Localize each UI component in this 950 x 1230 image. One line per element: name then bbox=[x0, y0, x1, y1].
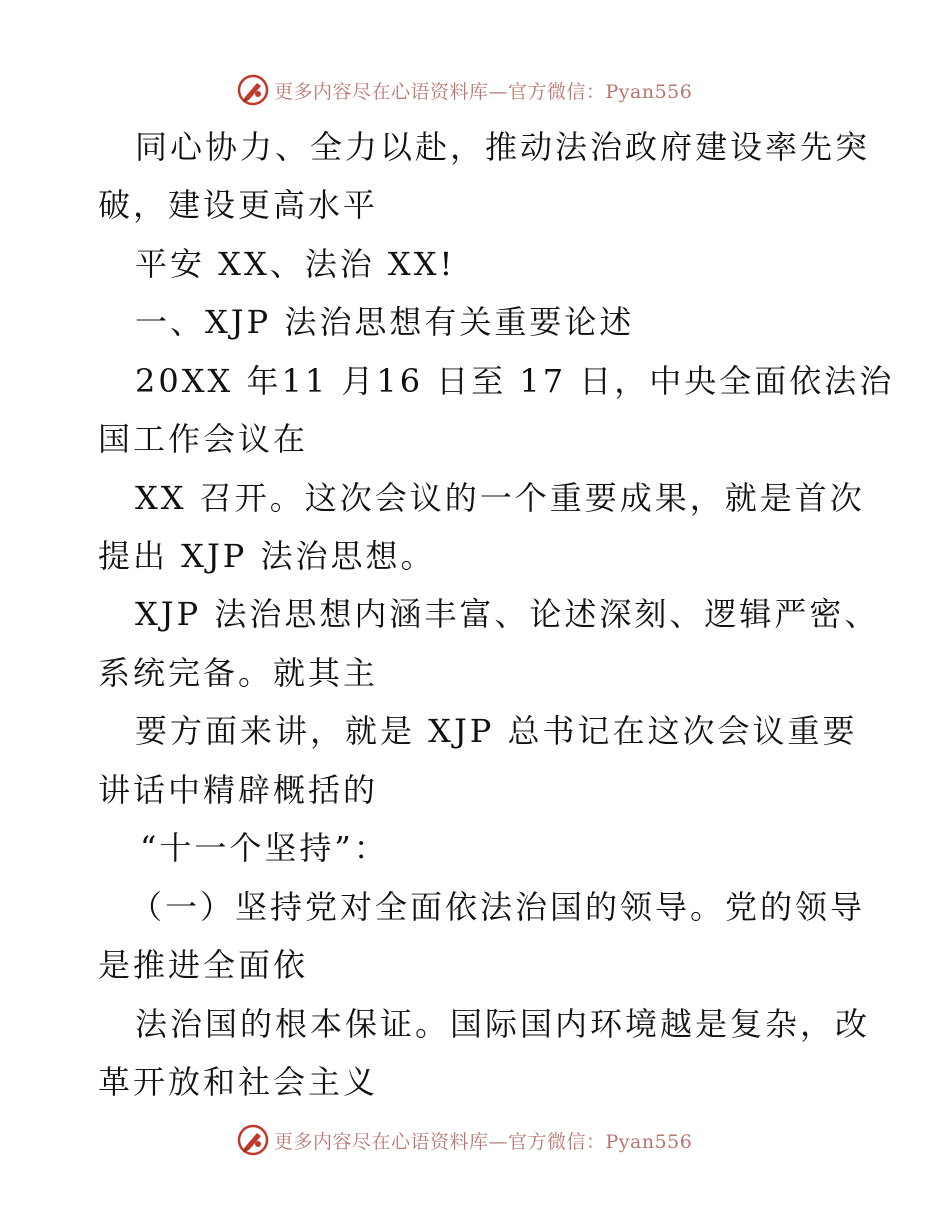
text-line: 国工作会议在 bbox=[98, 420, 309, 458]
footer-watermark-text bbox=[274, 1127, 692, 1154]
header-watermark-title: 更多内容尽在心语资料库 bbox=[274, 80, 489, 103]
text-line: 讲话中精辟概括的 bbox=[98, 771, 379, 809]
footer-watermark-title: 更多内容尽在心语资料库 bbox=[274, 1130, 489, 1153]
text-line: 法治国的根本保证。国际国内环境越是复杂，改 bbox=[135, 1005, 871, 1043]
text-line: XX 召开。这次会议的一个重要成果，就是首次 bbox=[135, 479, 865, 517]
pen-logo-icon bbox=[236, 1123, 270, 1157]
text-line: XJP 法治思想内涵丰富、论述深刻、逻辑严密、 bbox=[135, 595, 880, 633]
text-line: 提出 XJP 法治思想。 bbox=[98, 537, 436, 575]
text-line: 20XX 年11 月16 日至 17 日，中央全面依法治 bbox=[135, 362, 895, 400]
text-line: 破，建设更高水平 bbox=[98, 186, 379, 224]
text-line: 系统完备。就其主 bbox=[98, 654, 379, 692]
text-line: “十一个坚持”： bbox=[140, 829, 389, 867]
header-watermark-dash: — bbox=[488, 80, 509, 103]
text-line: （一）坚持党对全面依法治国的领导。党的领导 bbox=[130, 888, 866, 926]
text-line: 要方面来讲，就是 XJP 总书记在这次会议重要 bbox=[135, 712, 858, 750]
footer-watermark-dash: — bbox=[488, 1130, 509, 1153]
footer-watermark bbox=[236, 1122, 692, 1158]
text-line: 平安 XX、法治 XX! bbox=[135, 245, 456, 283]
text-line: 是推进全面依 bbox=[98, 946, 309, 984]
header-watermark-contact: 官方微信：Pyan556 bbox=[508, 80, 693, 103]
footer-watermark-contact: 官方微信：Pyan556 bbox=[508, 1130, 693, 1153]
text-line: 革开放和社会主义 bbox=[98, 1063, 379, 1101]
text-line: 同心协力、全力以赴，推动法治政府建设率先突 bbox=[135, 128, 871, 166]
text-line: 一、XJP 法治思想有关重要论述 bbox=[135, 303, 635, 341]
